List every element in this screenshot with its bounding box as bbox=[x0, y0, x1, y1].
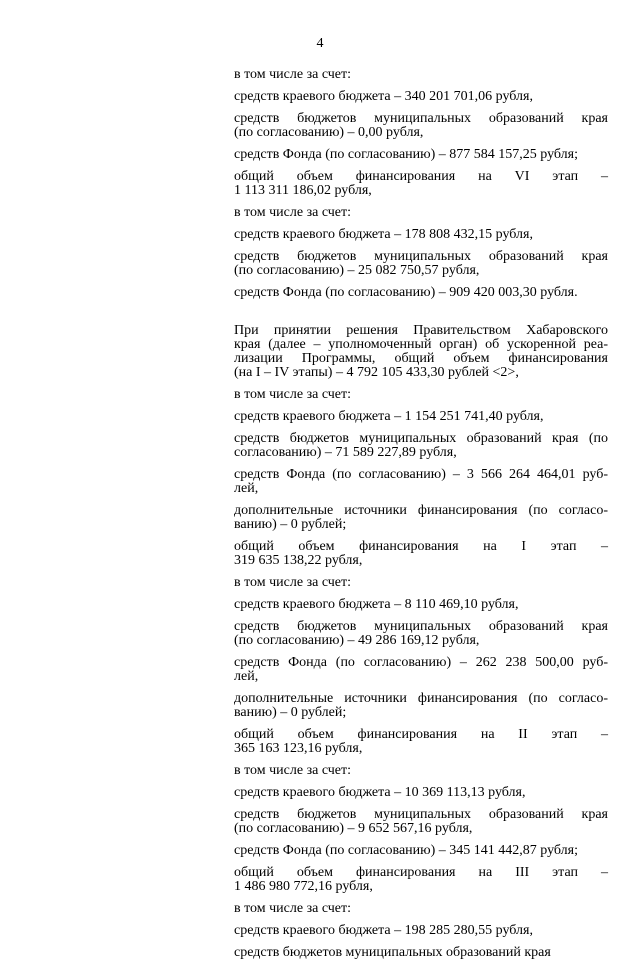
text-line: 1 486 980 772,16 рубля, bbox=[234, 879, 373, 894]
text-line: лей, bbox=[234, 669, 259, 684]
paragraph bbox=[234, 620, 608, 648]
text-line: лей, bbox=[234, 481, 259, 496]
paragraph bbox=[234, 68, 608, 82]
text-line: средств бюджетов муниципальных образований края bbox=[234, 249, 608, 264]
paragraph bbox=[234, 206, 608, 220]
text-line: общий объем финансирования на VI этап – bbox=[234, 169, 608, 184]
text-line: средств бюджетов муниципальных образований края bbox=[234, 111, 608, 126]
text-line: в том числе за счет: bbox=[234, 67, 352, 82]
text-line: средств бюджетов муниципальных образований края bbox=[234, 945, 551, 960]
text-line: в том числе за счет: bbox=[234, 575, 352, 590]
paragraph bbox=[234, 468, 608, 496]
paragraph bbox=[234, 576, 608, 590]
text-line: в том числе за счет: bbox=[234, 387, 352, 402]
text-line: средств бюджетов муниципальных образований края bbox=[234, 619, 608, 634]
paragraph bbox=[234, 324, 608, 380]
paragraph bbox=[234, 946, 608, 960]
paragraph bbox=[234, 112, 608, 140]
text-line: края (далее – уполномоченный орган) об ускоренной реа- bbox=[234, 337, 608, 352]
paragraph bbox=[234, 286, 608, 300]
text-line: (по согласованию) – 49 286 169,12 рубля, bbox=[234, 633, 480, 648]
text-line: средств краевого бюджета – 198 285 280,55 рубля, bbox=[234, 923, 533, 938]
text-line: 1 113 311 186,02 рубля, bbox=[234, 183, 372, 198]
text-line: (по согласованию) – 9 652 567,16 рубля, bbox=[234, 821, 473, 836]
paragraph bbox=[234, 540, 608, 568]
text-line: ванию) – 0 рублей; bbox=[234, 705, 347, 720]
paragraph bbox=[234, 808, 608, 836]
text-line: средств Фонда (по согласованию) – 909 420 003,30 рубля. bbox=[234, 285, 578, 300]
text-line: средств краевого бюджета – 10 369 113,13 рубля, bbox=[234, 785, 526, 800]
paragraph bbox=[234, 388, 608, 402]
text-line: общий объем финансирования на II этап – bbox=[234, 727, 608, 742]
document-body bbox=[234, 68, 608, 968]
text-line: в том числе за счет: bbox=[234, 205, 352, 220]
text-line: средств краевого бюджета – 8 110 469,10 рубля, bbox=[234, 597, 519, 612]
paragraph bbox=[234, 170, 608, 198]
paragraph bbox=[234, 866, 608, 894]
text-line: 319 635 138,22 рубля, bbox=[234, 553, 363, 568]
text-line: средств краевого бюджета – 1 154 251 741,40 рубля, bbox=[234, 409, 544, 424]
text-line: средств бюджетов муниципальных образований края (по bbox=[234, 431, 608, 446]
text-line: дополнительные источники финансирования (по согласо- bbox=[234, 503, 608, 518]
text-line: средств бюджетов муниципальных образований края bbox=[234, 807, 608, 822]
paragraph bbox=[234, 432, 608, 460]
text-line: (по согласованию) – 25 082 750,57 рубля, bbox=[234, 263, 480, 278]
text-line: средств краевого бюджета – 178 808 432,15 рубля, bbox=[234, 227, 533, 242]
text-line: ванию) – 0 рублей; bbox=[234, 517, 347, 532]
text-line: средств Фонда (по согласованию) – 262 238 500,00 руб- bbox=[234, 655, 608, 670]
paragraph bbox=[234, 148, 608, 162]
text-line: дополнительные источники финансирования (по согласо- bbox=[234, 691, 608, 706]
paragraph bbox=[234, 250, 608, 278]
text-line: (по согласованию) – 0,00 рубля, bbox=[234, 125, 424, 140]
text-line: согласованию) – 71 589 227,89 рубля, bbox=[234, 445, 457, 460]
text-line: средств краевого бюджета – 340 201 701,06 рубля, bbox=[234, 89, 533, 104]
paragraph bbox=[234, 692, 608, 720]
text-line: При принятии решения Правительством Хабаровского bbox=[234, 323, 608, 338]
text-line: средств Фонда (по согласованию) – 345 141 442,87 рубля; bbox=[234, 843, 578, 858]
page-number: 4 bbox=[316, 36, 324, 51]
text-line: в том числе за счет: bbox=[234, 901, 352, 916]
paragraph bbox=[234, 656, 608, 684]
paragraph bbox=[234, 786, 608, 800]
paragraph bbox=[234, 924, 608, 938]
text-line: средств Фонда (по согласованию) – 877 584 157,25 рубля; bbox=[234, 147, 578, 162]
text-line: в том числе за счет: bbox=[234, 763, 352, 778]
paragraph bbox=[234, 902, 608, 916]
paragraph bbox=[234, 728, 608, 756]
text-line: общий объем финансирования на I этап – bbox=[234, 539, 608, 554]
paragraph bbox=[234, 598, 608, 612]
paragraph bbox=[234, 504, 608, 532]
text-line: общий объем финансирования на III этап – bbox=[234, 865, 608, 880]
text-line: 365 163 123,16 рубля, bbox=[234, 741, 363, 756]
paragraph bbox=[234, 844, 608, 858]
text-line: (на I – IV этапы) – 4 792 105 433,30 рублей <2>, bbox=[234, 365, 519, 380]
paragraph bbox=[234, 764, 608, 778]
paragraph bbox=[234, 410, 608, 424]
paragraph bbox=[234, 228, 608, 242]
paragraph bbox=[234, 90, 608, 104]
text-line: средств Фонда (по согласованию) – 3 566 264 464,01 руб- bbox=[234, 467, 608, 482]
text-line: лизации Программы, общий объем финансирования bbox=[234, 351, 608, 366]
